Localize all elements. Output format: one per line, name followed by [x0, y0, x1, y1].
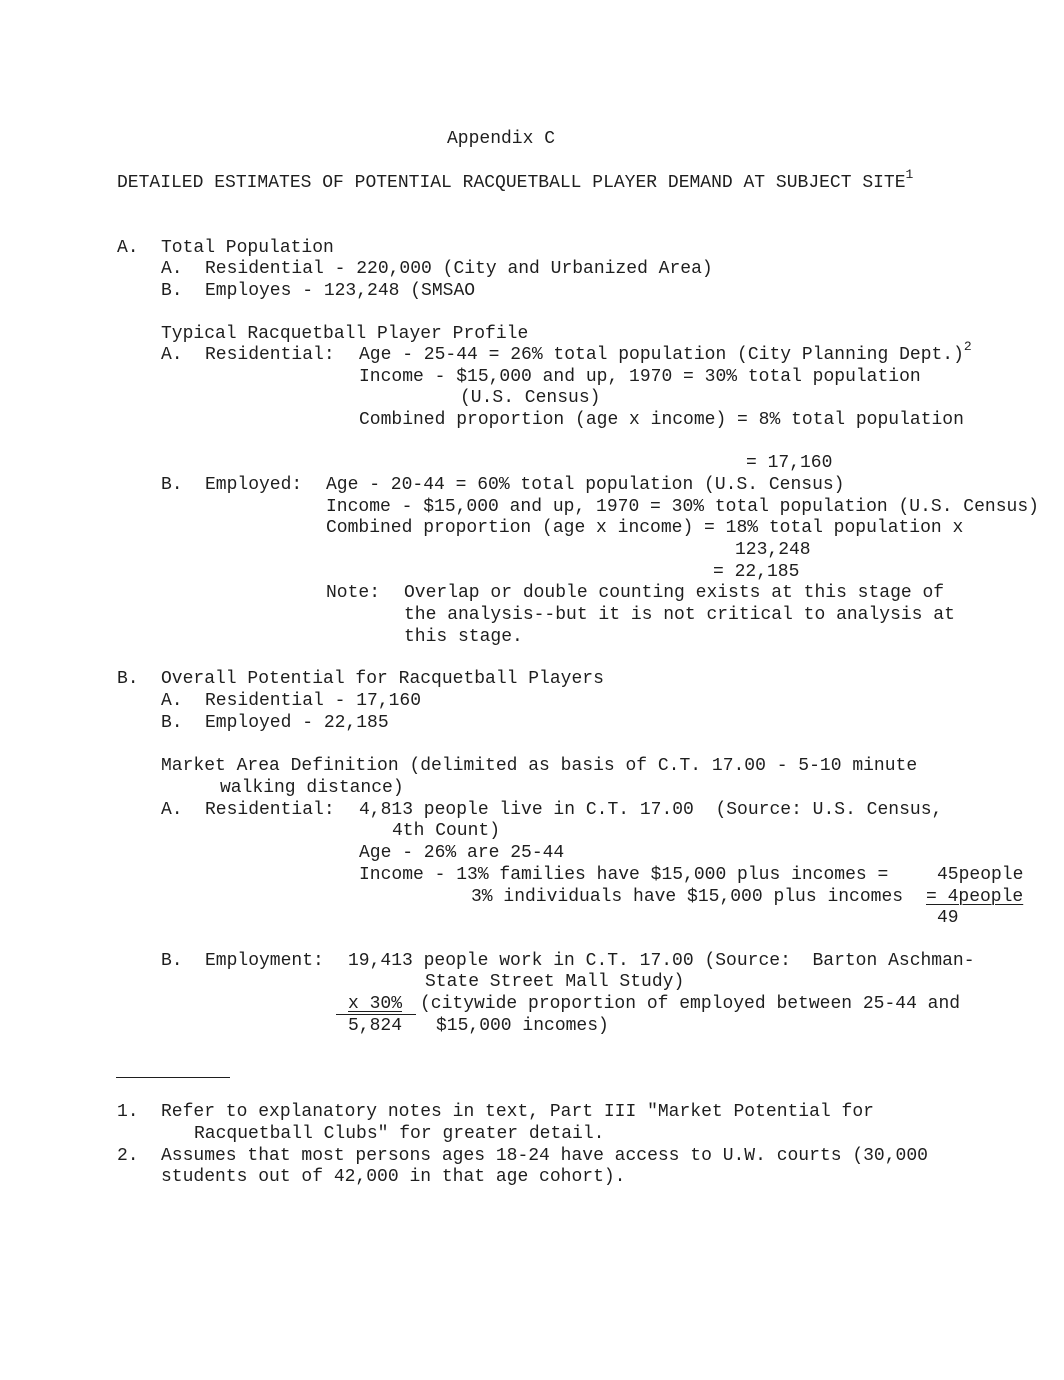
- market-employment-factor: x 30%: [348, 994, 403, 1014]
- market-residential-total: 49: [937, 908, 959, 928]
- section-a-item-text: Employes - 123,248 (SMSAO: [205, 281, 476, 301]
- age-footnote-ref: 2: [963, 339, 972, 354]
- footnote-number: 2.: [117, 1146, 139, 1166]
- footnote-text: Racquetball Clubs" for greater detail.: [194, 1124, 605, 1144]
- note-line: the analysis--but it is not critical to analysis at: [404, 605, 955, 625]
- profile-employed-income: Income - $15,000 and up, 1970 = 30% total population (U.S. Census): [326, 497, 1039, 517]
- section-b-item-text: Employed - 22,185: [205, 713, 389, 733]
- market-definition: Market Area Definition (delimited as basis of C.T. 17.00 - 5-10 minute: [161, 756, 918, 776]
- note-label: Note:: [326, 583, 381, 603]
- market-residential-income-families: Income - 13% families have $15,000 plus incomes =: [359, 865, 889, 885]
- profile-employed-label: B.: [161, 475, 183, 495]
- market-residential-name: Residential:: [205, 800, 335, 820]
- section-b-item-label: A.: [161, 691, 183, 711]
- profile-employed-age: Age - 20-44 = 60% total population (U.S. Census): [326, 475, 845, 495]
- market-employment-label: B.: [161, 951, 183, 971]
- profile-residential-name: Residential:: [205, 345, 335, 365]
- section-a-item-label: A.: [161, 259, 183, 279]
- profile-residential-age: [359, 339, 972, 367]
- market-definition-cont: walking distance): [220, 778, 404, 798]
- section-a-item-text: Residential - 220,000 (City and Urbanized Area): [205, 259, 713, 279]
- market-employment-product-desc: $15,000 incomes): [436, 1016, 609, 1036]
- profile-residential-label: A.: [161, 345, 183, 365]
- profile-residential-combined: Combined proportion (age x income) = 8% total population: [359, 410, 964, 430]
- section-b-item-text: Residential - 17,160: [205, 691, 422, 711]
- profile-employed-combined-base: 123,248: [735, 540, 811, 560]
- market-residential-live: 4,813 people live in C.T. 17.00 (Source: U.S. Census,: [359, 800, 943, 820]
- market-employment-name: Employment:: [205, 951, 324, 971]
- market-residential-families-value: 45people: [937, 865, 1024, 885]
- title-footnote-ref: 1: [905, 167, 914, 182]
- profile-residential-income-source: (U.S. Census): [460, 388, 601, 408]
- profile-residential-income: Income - $15,000 and up, 1970 = 30% total population: [359, 367, 921, 387]
- appendix-label: Appendix C: [447, 129, 556, 149]
- market-employment-work: 19,413 people work in C.T. 17.00 (Source: Barton Aschman-: [348, 951, 975, 971]
- footnote-text: Assumes that most persons ages 18-24 have access to U.W. courts (30,000: [161, 1146, 928, 1166]
- section-a-item-label: B.: [161, 281, 183, 301]
- note-line: this stage.: [404, 627, 523, 647]
- profile-employed-combined: Combined proportion (age x income) = 18% total population x: [326, 518, 964, 538]
- market-employment-source: State Street Mall Study): [425, 972, 685, 992]
- document-title-text: DETAILED ESTIMATES OF POTENTIAL RACQUETBALL PLAYER DEMAND AT SUBJECT SITE: [117, 173, 906, 193]
- section-b-heading: Overall Potential for Racquetball Players: [161, 669, 604, 689]
- footnote-text: Refer to explanatory notes in text, Part III "Market Potential for: [161, 1102, 874, 1122]
- market-residential-label: A.: [161, 800, 183, 820]
- profile-residential-result: = 17,160: [746, 453, 833, 473]
- market-residential-income-individuals: 3% individuals have $15,000 plus incomes: [471, 887, 904, 907]
- footnote-separator: [116, 1077, 230, 1078]
- market-employment-factor-desc: (citywide proportion of employed between 25-44 and: [420, 994, 961, 1014]
- profile-residential-age-text: Age - 25-44 = 26% total population (City Planning Dept.): [359, 345, 964, 365]
- note-line: Overlap or double counting exists at this stage of: [404, 583, 945, 603]
- section-a-heading: Total Population: [161, 238, 334, 258]
- footnote-text: students out of 42,000 in that age cohort).: [161, 1167, 626, 1187]
- market-residential-age: Age - 26% are 25-44: [359, 843, 565, 863]
- document-title: [117, 167, 914, 195]
- market-employment-product: 5,824: [348, 1016, 403, 1036]
- section-b-label: B.: [117, 669, 139, 689]
- profile-employed-result: = 22,185: [713, 562, 800, 582]
- profile-heading: Typical Racquetball Player Profile: [161, 324, 529, 344]
- market-residential-individuals-value: = 4people: [926, 887, 1024, 907]
- section-a-label: A.: [117, 238, 139, 258]
- profile-employed-name: Employed:: [205, 475, 303, 495]
- footnote-number: 1.: [117, 1102, 139, 1122]
- market-residential-live-cont: 4th Count): [392, 821, 501, 841]
- section-b-item-label: B.: [161, 713, 183, 733]
